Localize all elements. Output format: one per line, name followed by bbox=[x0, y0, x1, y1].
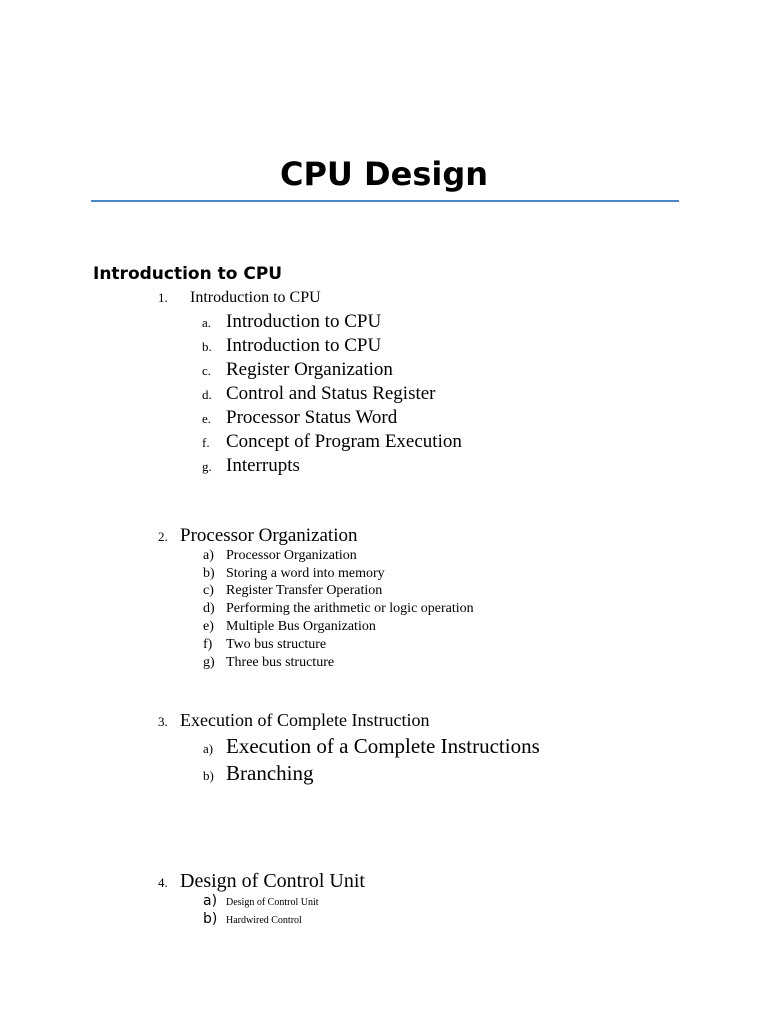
list-item bbox=[202, 310, 381, 335]
section-4-title-row bbox=[158, 869, 365, 895]
list-item-text: Two bus structure bbox=[226, 637, 327, 652]
list-item bbox=[203, 565, 385, 582]
list-marker: e. bbox=[202, 411, 212, 426]
section-title: Execution of Complete Instruction bbox=[180, 710, 430, 730]
list-marker: b) bbox=[203, 911, 218, 927]
list-item bbox=[203, 733, 540, 762]
list-item-text: Design of Control Unit bbox=[226, 897, 319, 908]
list-item bbox=[202, 406, 397, 431]
list-marker: g. bbox=[202, 459, 212, 474]
list-item bbox=[203, 547, 357, 564]
list-marker: b. bbox=[202, 339, 212, 354]
section-number: 3. bbox=[158, 714, 168, 729]
list-item-text: Control and Status Register bbox=[226, 383, 436, 404]
list-item bbox=[203, 582, 382, 599]
list-item-text: Processor Organization bbox=[226, 548, 357, 563]
list-item-text: Branching bbox=[226, 761, 314, 785]
title-underline bbox=[91, 200, 679, 202]
list-item bbox=[202, 430, 462, 455]
section-heading: Introduction to CPU bbox=[93, 264, 283, 284]
list-item bbox=[202, 358, 393, 383]
list-item bbox=[202, 382, 436, 407]
list-item bbox=[203, 600, 474, 617]
list-marker: b) bbox=[203, 768, 214, 783]
list-item-text: Multiple Bus Organization bbox=[226, 619, 376, 634]
list-item bbox=[203, 893, 319, 911]
list-item-text: Processor Status Word bbox=[226, 407, 398, 428]
section-number: 2. bbox=[158, 529, 168, 544]
section-title: Processor Organization bbox=[180, 525, 358, 546]
list-item bbox=[203, 654, 334, 671]
section-title: Introduction to CPU bbox=[190, 289, 321, 306]
section-3-title-row bbox=[158, 709, 429, 733]
list-marker: d. bbox=[202, 387, 212, 402]
section-number: 4. bbox=[158, 875, 168, 890]
list-item bbox=[203, 760, 313, 789]
list-item-text: Performing the arithmetic or logic operation bbox=[226, 601, 474, 616]
section-1-title-row bbox=[158, 288, 321, 308]
list-marker: c. bbox=[202, 363, 212, 378]
list-item-text: Concept of Program Execution bbox=[226, 431, 462, 452]
list-marker: d) bbox=[203, 601, 215, 616]
list-item-text: Introduction to CPU bbox=[226, 335, 382, 356]
list-marker: b) bbox=[203, 566, 215, 581]
list-marker: f. bbox=[202, 435, 210, 450]
list-item-text: Register Transfer Operation bbox=[226, 583, 383, 598]
list-marker: e) bbox=[203, 619, 214, 634]
list-item bbox=[202, 334, 381, 359]
list-item-text: Introduction to CPU bbox=[226, 311, 382, 332]
list-item bbox=[203, 911, 302, 929]
list-marker: g) bbox=[203, 655, 215, 670]
list-marker: a) bbox=[203, 741, 214, 756]
section-2-title-row bbox=[158, 524, 357, 549]
list-marker: f) bbox=[203, 637, 213, 652]
list-item bbox=[202, 454, 300, 479]
list-item bbox=[203, 618, 376, 635]
document-title: CPU Design bbox=[279, 155, 489, 193]
section-number: 1. bbox=[158, 290, 168, 305]
list-marker: c) bbox=[203, 583, 214, 598]
section-title: Design of Control Unit bbox=[180, 870, 365, 892]
list-item-text: Execution of a Complete Instructions bbox=[226, 734, 540, 758]
list-item-text: Interrupts bbox=[226, 455, 300, 476]
list-marker: a) bbox=[203, 548, 214, 563]
list-item-text: Three bus structure bbox=[226, 655, 335, 670]
list-item-text: Storing a word into memory bbox=[226, 566, 385, 581]
list-item bbox=[203, 636, 326, 653]
list-item-text: Hardwired Control bbox=[226, 915, 302, 926]
list-marker: a) bbox=[203, 893, 218, 909]
list-item-text: Register Organization bbox=[226, 359, 393, 380]
list-marker: a. bbox=[202, 315, 212, 330]
